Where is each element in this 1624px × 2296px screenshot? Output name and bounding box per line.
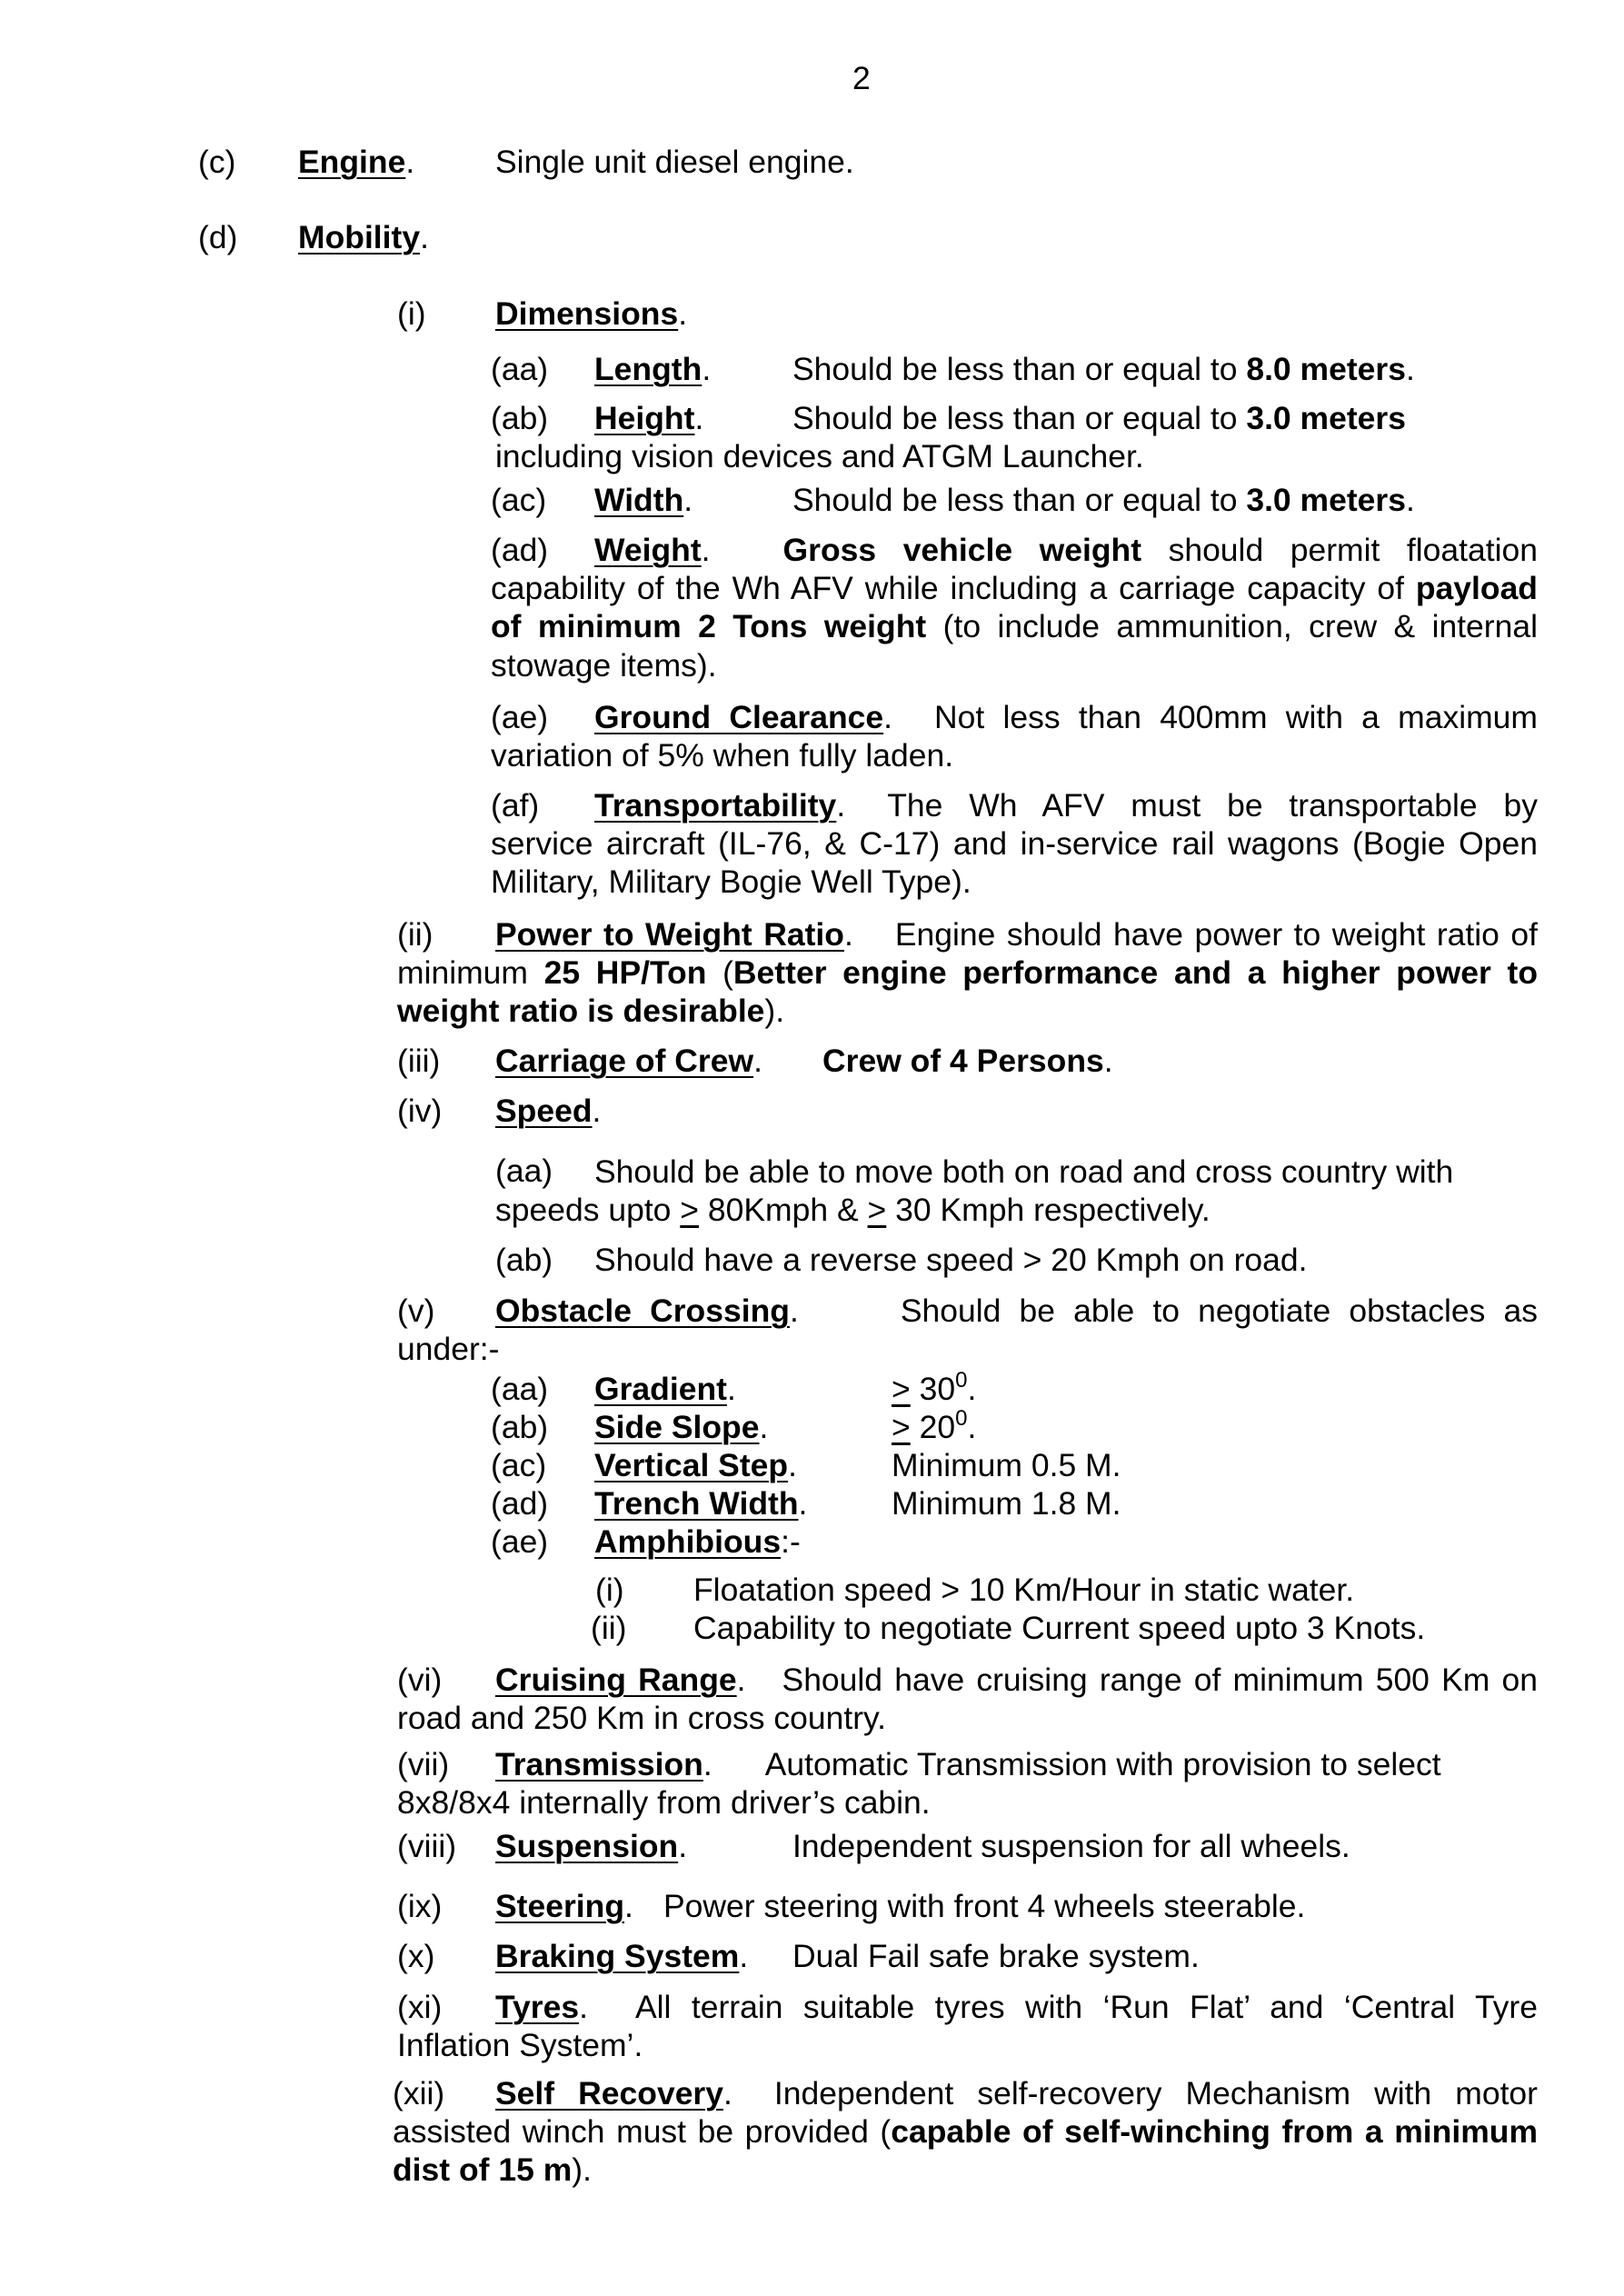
- item-number: (ab): [495, 1242, 553, 1278]
- gradient-value: > $30^0$.: [892, 1368, 977, 1407]
- vertical-step-heading: Vertical Step.: [594, 1447, 797, 1483]
- item-number: (ac): [491, 1447, 547, 1483]
- steering-text: Power steering with front 4 wheels steerable.: [663, 1888, 1306, 1924]
- side-slope-heading: Side Slope.: [594, 1409, 769, 1445]
- item-number: (ab): [491, 1409, 549, 1445]
- trench-width-value: Minimum 1.8 M.: [892, 1485, 1121, 1522]
- item-number: (aa): [491, 1371, 549, 1407]
- item-number: (ac): [491, 482, 547, 518]
- item-number: (c): [198, 144, 236, 180]
- item-number: (ii): [591, 1610, 627, 1646]
- engine-text: Single unit diesel engine.: [495, 144, 854, 180]
- self-recovery-paragraph: (xii) Self Recovery. Independent self-recovery Mechanism with motor assisted winch must be provided (capable of self-winching from a minimum dist of 15 m).: [393, 2075, 1539, 2189]
- power-to-weight-paragraph: (ii) Power to Weight Ratio. Engine should have power to weight ratio of minimum 25 HP/Ton (Better engine performance and a higher power to weight ratio is desirable).: [397, 916, 1539, 1030]
- height-heading: Height.: [594, 400, 704, 436]
- vertical-step-value: Minimum 0.5 M.: [892, 1447, 1121, 1483]
- item-number: (aa): [491, 351, 549, 387]
- item-number: (viii): [397, 1828, 457, 1864]
- amphibious-heading: Amphibious:-: [594, 1523, 801, 1560]
- item-number: (d): [198, 219, 238, 255]
- item-number: (iii): [397, 1043, 441, 1079]
- item-number: (ab): [491, 400, 549, 436]
- transportability-paragraph: (af) Transportability. The Wh AFV must be transportable by service aircraft (IL-76, & C-17) and in-service rail wagons (Bogie Open Military, Military Bogie Well Type).: [491, 787, 1538, 901]
- item-number: (ix): [397, 1888, 443, 1924]
- trench-width-heading: Trench Width.: [594, 1485, 808, 1522]
- height-text: Should be less than or equal to 3.0 meters: [792, 400, 1406, 436]
- item-number: (iv): [397, 1093, 443, 1129]
- cruising-range-paragraph: (vi) Cruising Range. Should have cruising range of minimum 500 Km on road and 250 Km in cross country.: [397, 1662, 1538, 1737]
- weight-paragraph: (ad) Weight. Gross vehicle weight should permit floatation capability of the Wh AFV while including a carriage capacity of payload of minimum 2 Tons weight (to include ammunition, crew & internal stowage items).: [491, 532, 1538, 684]
- length-text: Should be less than or equal to 8.0 meters.: [792, 351, 1415, 387]
- engine-heading: Engine.: [298, 144, 415, 180]
- item-number: (aa): [495, 1153, 553, 1189]
- braking-text: Dual Fail safe brake system.: [792, 1938, 1200, 1974]
- length-heading: Length.: [594, 351, 712, 387]
- height-text-continued: including vision devices and ATGM Launcher.: [495, 438, 1144, 474]
- suspension-heading: Suspension.: [495, 1828, 688, 1864]
- speed-ab-text: Should have a reverse speed > 20 Kmph on road.: [594, 1242, 1308, 1278]
- amphibious-text: Floatation speed > 10 Km/Hour in static water.: [693, 1572, 1355, 1608]
- transmission-paragraph: (vii) Transmission. Automatic Transmission with provision to select 8x8/8x4 internally from driver’s cabin.: [397, 1746, 1441, 1822]
- tyres-paragraph: (xi) Tyres. All terrain suitable tyres with ‘Run Flat’ and ‘Central Tyre Inflation System’.: [397, 1989, 1538, 2064]
- mobility-heading: Mobility.: [298, 219, 429, 255]
- page-number: 2: [852, 60, 871, 96]
- item-number: (i): [595, 1572, 624, 1608]
- braking-heading: Braking System.: [495, 1938, 749, 1974]
- obstacle-paragraph: (v) Obstacle Crossing. Should be able to negotiate obstacles as under:-: [397, 1293, 1538, 1368]
- item-number: (i): [397, 295, 426, 332]
- dimensions-heading: Dimensions.: [495, 295, 688, 332]
- speed-aa-text: Should be able to move both on road and cross country with speeds upto > 80Kmph & > 30 Kmph respectively.: [495, 1153, 1454, 1229]
- item-number: (ad): [491, 1485, 549, 1522]
- width-text: Should be less than or equal to 3.0 meters.: [792, 482, 1415, 518]
- suspension-text: Independent suspension for all wheels.: [792, 1828, 1350, 1864]
- steering-heading: Steering.: [495, 1888, 633, 1924]
- item-number: (x): [397, 1938, 435, 1974]
- gradient-heading: Gradient.: [594, 1371, 736, 1407]
- amphibious-text: Capability to negotiate Current speed upto 3 Knots.: [693, 1610, 1426, 1646]
- crew-text: Crew of 4 Persons.: [822, 1043, 1113, 1079]
- crew-heading: Carriage of Crew.: [495, 1043, 762, 1079]
- ground-clearance-paragraph: (ae) Ground Clearance. Not less than 400mm with a maximum variation of 5% when fully laden.: [491, 699, 1538, 774]
- speed-heading: Speed.: [495, 1093, 602, 1129]
- item-number: (ae): [491, 1523, 549, 1560]
- width-heading: Width.: [594, 482, 693, 518]
- side-slope-value: > $20^0$.: [892, 1406, 977, 1445]
